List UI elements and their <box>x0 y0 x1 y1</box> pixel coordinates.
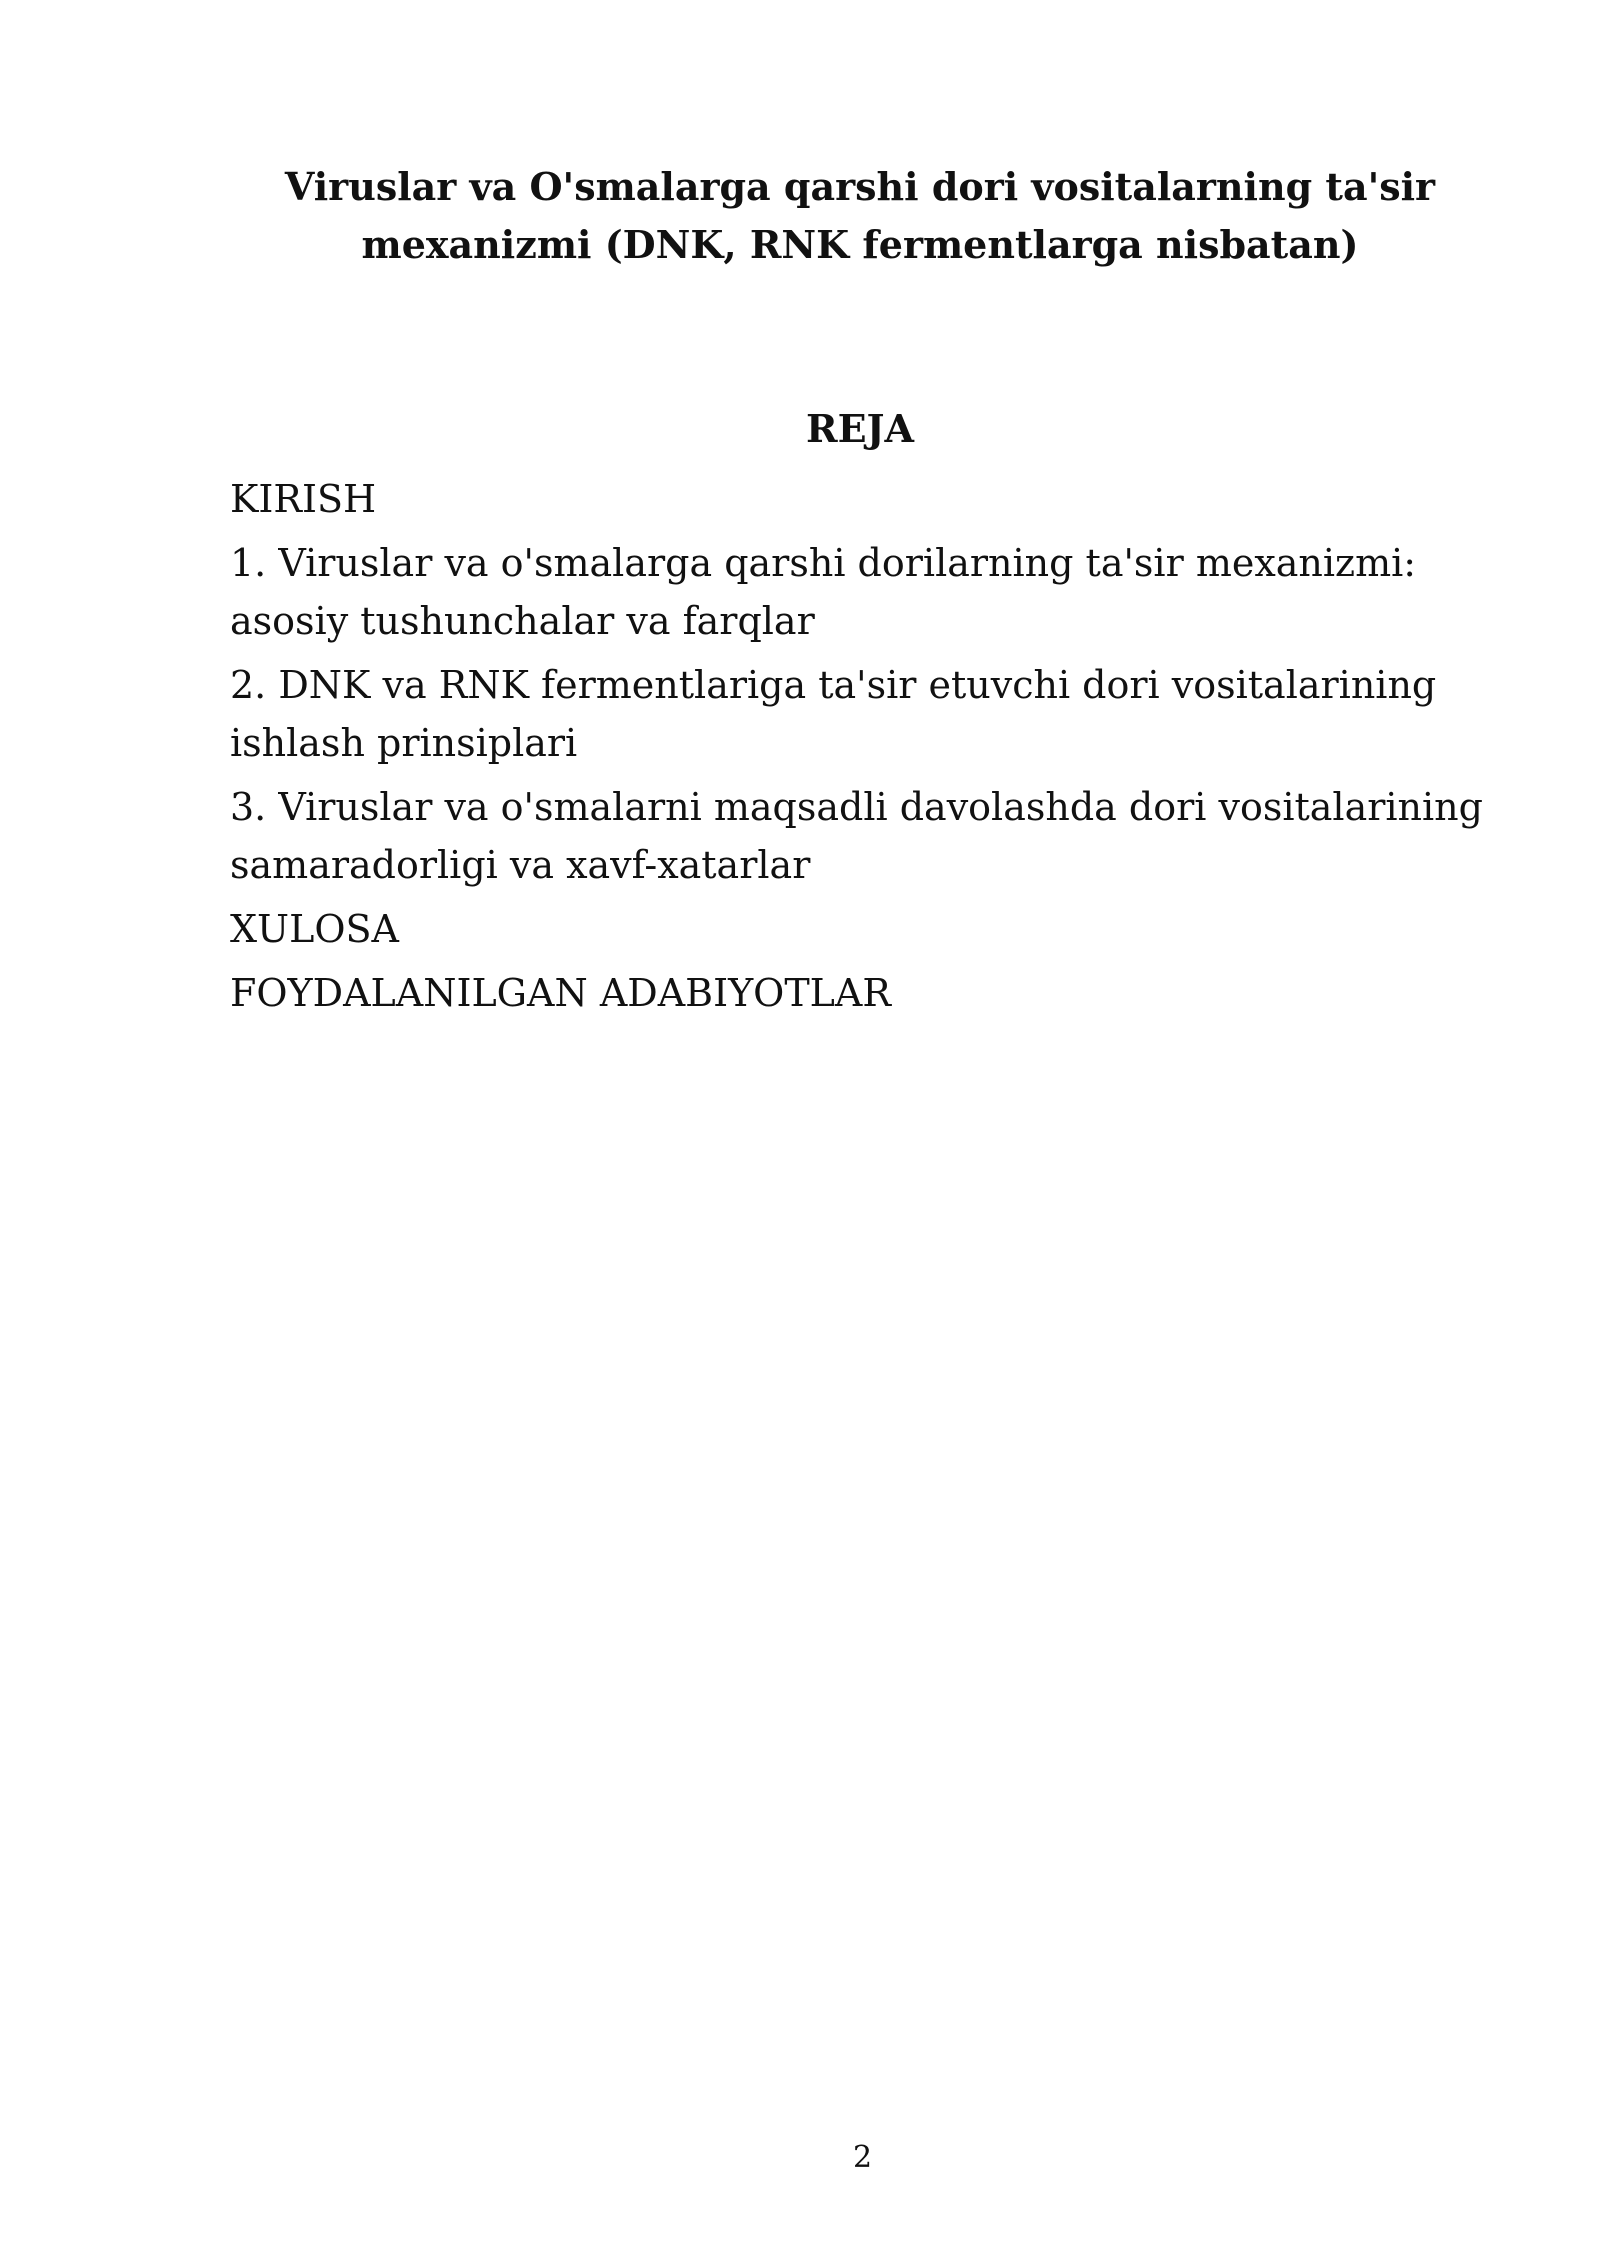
plan-list <box>230 470 1530 1028</box>
plan-item-2: 2. DNK va RNK fermentlariga ta'sir etuvchi dori vositalarining ishlash prinsiplari <box>230 663 1437 765</box>
plan-item-references: FOYDALANILGAN ADABIYOTLAR <box>230 971 891 1015</box>
plan-item-1: 1. Viruslar va o'smalarga qarshi dorilarning ta'sir mexanizmi: asosiy tushunchalar va farqlar <box>230 541 1417 643</box>
plan-heading: REJA <box>805 406 914 451</box>
page-number: 2 <box>852 2140 873 2175</box>
plan-item-intro: KIRISH <box>230 477 377 521</box>
plan-item-3: 3. Viruslar va o'smalarni maqsadli davolashda dori vositalarining samaradorligi va xavf-xatarlar <box>230 785 1483 887</box>
plan-item-conclusion: XULOSA <box>230 907 399 951</box>
document-title: Viruslar va O'smalarga qarshi dori vositalarning ta'sir mexanizmi (DNK, RNK fermentlarga nisbatan) <box>284 164 1436 267</box>
